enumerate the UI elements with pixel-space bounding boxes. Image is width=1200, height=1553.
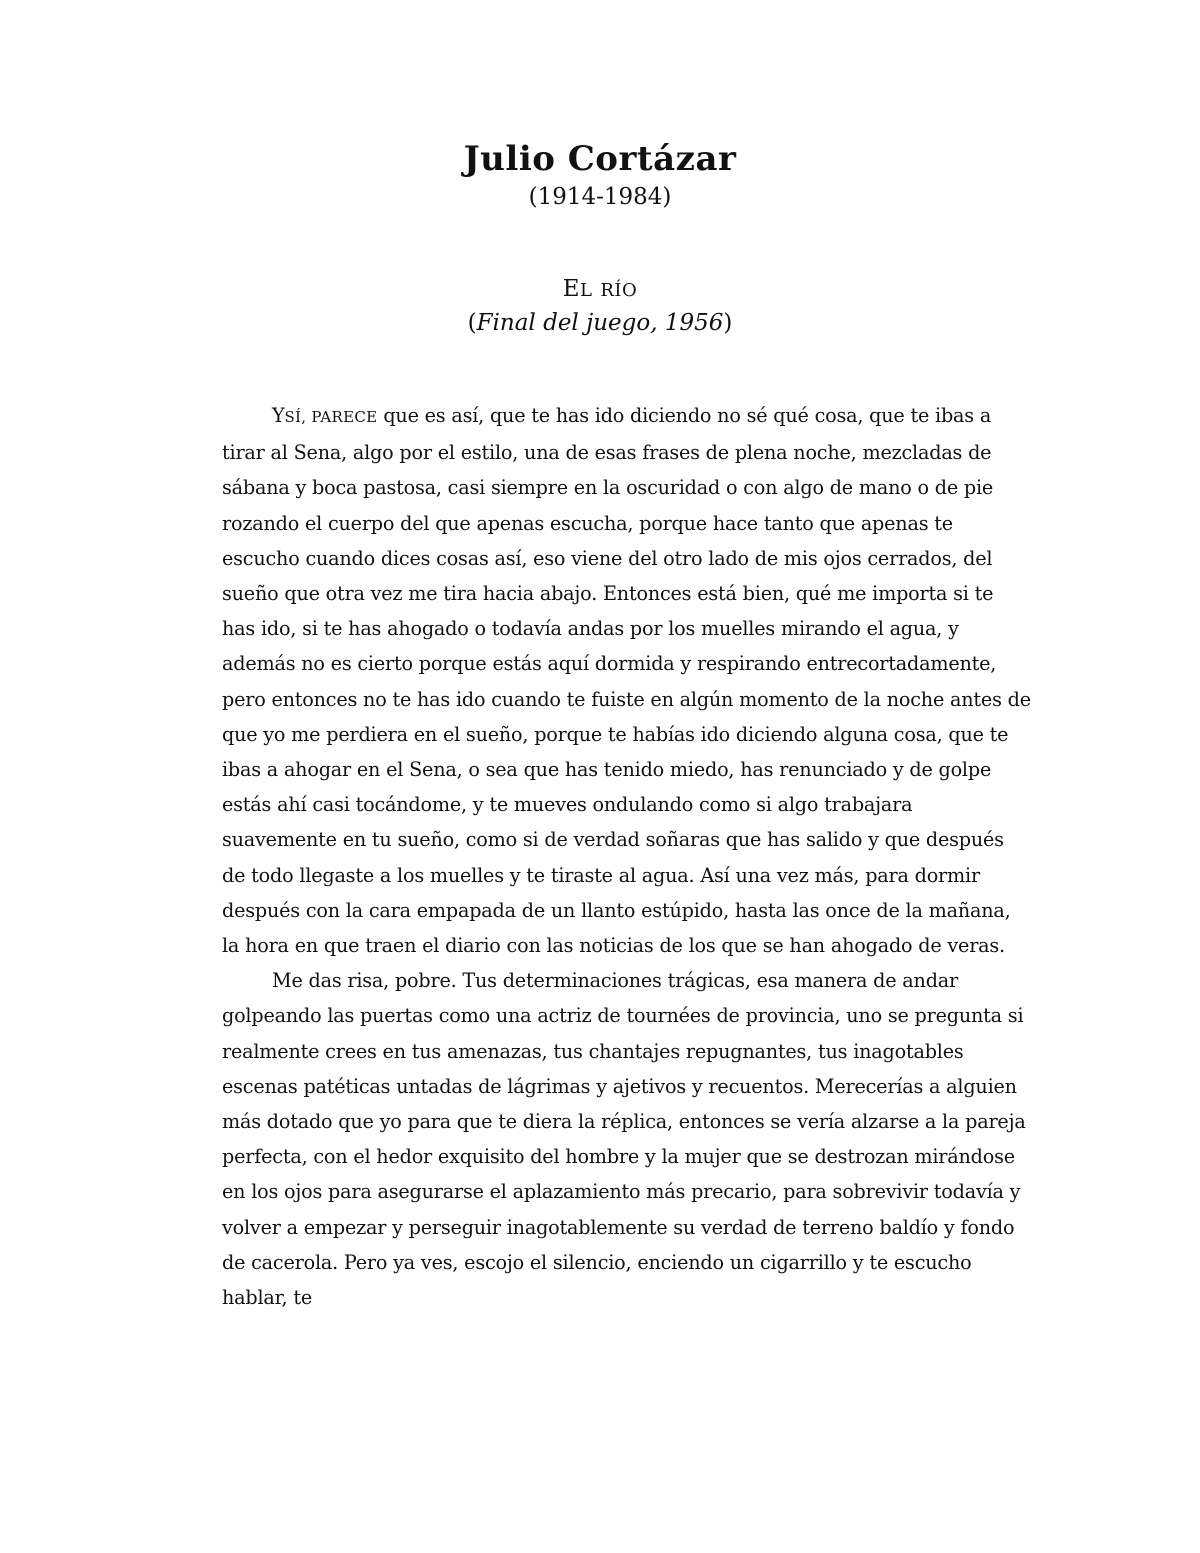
author-name: Julio Cortázar: [463, 139, 737, 179]
paragraph-1-initial: Y: [272, 404, 285, 427]
story-body: [222, 398, 1032, 1315]
story-title-word2-rest: ÍO: [614, 280, 638, 301]
story-title: [0, 274, 1200, 306]
story-header: [0, 274, 1200, 338]
paragraph-1-text: que es así, que te has ido diciendo no sé qué cosa, que te ibas a tirar al Sena, algo por el estilo, una de esas frases de plena noche, mezcladas de sábana y boca pastosa, casi siempre en la oscuridad o con algo de mano o de pie rozando el cuerpo del que apenas escucha, porque hace tanto que apenas te escucho cuando dices cosas así, eso viene del otro lado de mis ojos cerrados, del sueño que otra vez me tira hacia abajo. Entonces está bien, qué me importa si te has ido, si te has ahogado o todavía andas por los muelles mirando el agua, y además no es cierto porque estás aquí dormida y respirando entrecortadamente, pero entonces no te has ido cuando te fuiste en algún momento de la noche antes de que yo me perdiera en el sueño, porque te habías ido diciendo alguna cosa, que te ibas a ahogar en el Sena, o sea que has tenido miedo, has renunciado y de golpe estás ahí casi tocándome, y te mueves ondulando como si algo trabajara suavemente en tu sueño, como si de verdad soñaras que has salido y que después de todo llegaste a los muelles y te tiraste al agua. Así una vez más, para dormir después con la cara empapada de un llanto estúpido, hasta las once de la mañana, la hora en que traen el diario con las noticias de los que se han ahogado de veras.: [222, 404, 1031, 958]
story-title-word1-rest: L: [580, 280, 593, 301]
story-source: [0, 308, 1200, 338]
author-dates: (1914-1984): [528, 184, 672, 210]
story-title-initial: E: [562, 276, 581, 302]
story-title-word2-first: R: [600, 280, 615, 301]
story-source-close: ): [723, 310, 733, 336]
author-header: [0, 138, 1200, 212]
paragraph-2: Me das risa, pobre. Tus determinaciones trágicas, esa manera de andar golpeando las puertas como una actriz de tournées de provincia, uno se pregunta si realmente crees en tus amenazas, tus chantajes repugnantes, tus inagotables escenas patéticas untadas de lágrimas y ajetivos y recuentos. Merecerías a alguien más dotado que yo para que te diera la réplica, entonces se vería alzarse a la pareja perfecta, con el hedor exquisito del hombre y la mujer que se destrozan mirándose en los ojos para asegurarse el aplazamiento más precario, para sobrevivir todavía y volver a empezar y perseguir inagotablemente su verdad de terreno baldío y fondo de cacerola. Pero ya ves, escojo el silencio, enciendo un cigarrillo y te escucho hablar, te: [222, 969, 1026, 1310]
paragraph-1-smallcaps: SÍ, PARECE: [284, 408, 378, 426]
story-source-title: Final del juego, 1956: [476, 310, 724, 336]
story-source-open: (: [467, 310, 477, 336]
paragraph-1: [222, 398, 1032, 963]
